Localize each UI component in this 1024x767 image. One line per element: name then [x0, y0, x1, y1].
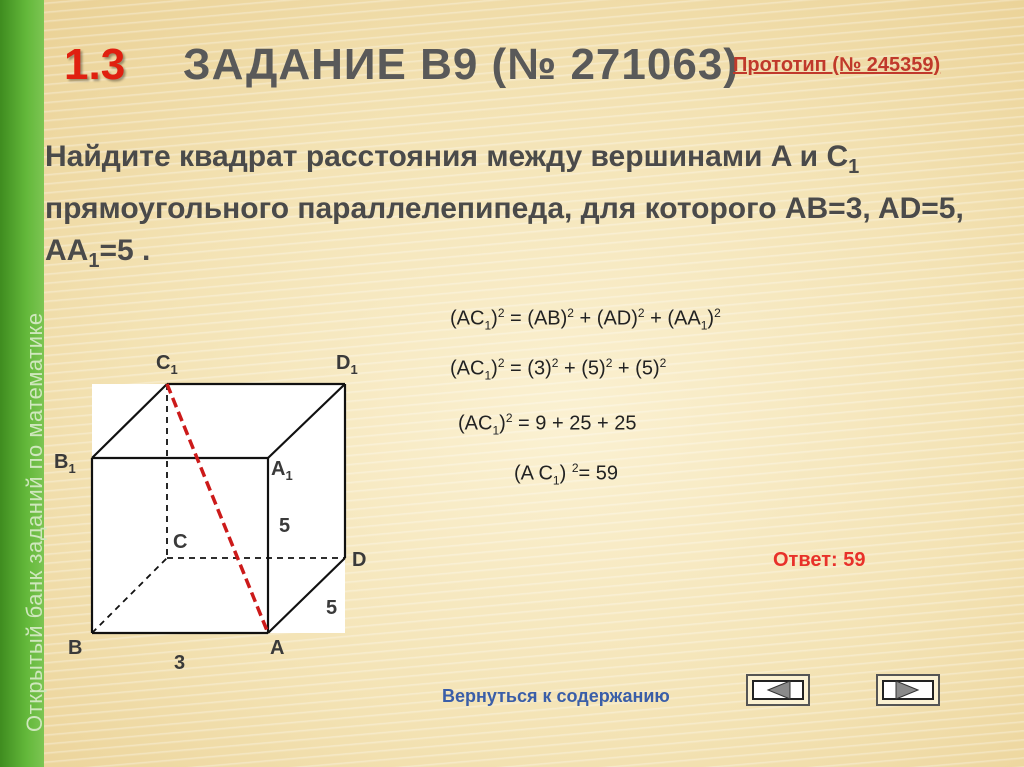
- equation-1: $(AC_1)^2 = (AB)^2 + (AD)^2 + (AA_1)^2$: [450, 306, 721, 333]
- triangle-right-icon: [878, 676, 938, 704]
- back-to-contents-link[interactable]: Вернуться к содержанию: [442, 686, 670, 706]
- vertex-label-b1: $B_1$: [54, 451, 76, 476]
- prototype-link[interactable]: Прототип (№ 245359): [733, 54, 941, 76]
- equation-3: $(AC_1)^2 = 9 + 25 + 25$: [458, 411, 637, 438]
- vertex-label-d1: $D_1$: [336, 352, 358, 377]
- edge-length-ab: 3: [174, 652, 186, 674]
- equation-4: (A $C_1$) $^2$= 59: [514, 461, 618, 488]
- vertex-label-c1: $C_1$: [156, 352, 178, 377]
- vertex-label-a: A: [270, 637, 285, 659]
- sidebar-caption: Открытый банк заданий по математике: [22, 312, 47, 732]
- task-line1: Найдите квадрат расстояния между вершинами A и C: [45, 140, 849, 173]
- vertex-label-a1: $A_1$: [271, 458, 293, 483]
- edge-length-ad: 5: [326, 597, 338, 619]
- page-title: ЗАДАНИЕ В9 (№ 271063): [183, 40, 739, 89]
- task-line2: прямоугольного параллелепипеда, для которого AB=3, AD=5,: [45, 192, 964, 225]
- triangle-left-icon: [748, 676, 808, 704]
- task-line3-b: =5 .: [99, 234, 151, 267]
- edge-length-aa1: 5: [279, 515, 291, 537]
- answer-text: Ответ: 59: [773, 549, 866, 571]
- task-line3-sub: 1: [88, 250, 100, 272]
- next-slide-button[interactable]: [876, 674, 940, 706]
- task-line1-sub: 1: [848, 156, 860, 178]
- vertex-label-c: C: [173, 531, 188, 553]
- vertex-label-b: B: [68, 637, 83, 659]
- task-number: 1.3: [64, 40, 126, 89]
- task-line3-a: AA: [45, 234, 89, 267]
- equation-2: $(AC_1)^2 = (3)^2 + (5)^2 + (5)^2$: [450, 356, 667, 383]
- prev-slide-button[interactable]: [746, 674, 810, 706]
- vertex-label-d: D: [352, 549, 367, 571]
